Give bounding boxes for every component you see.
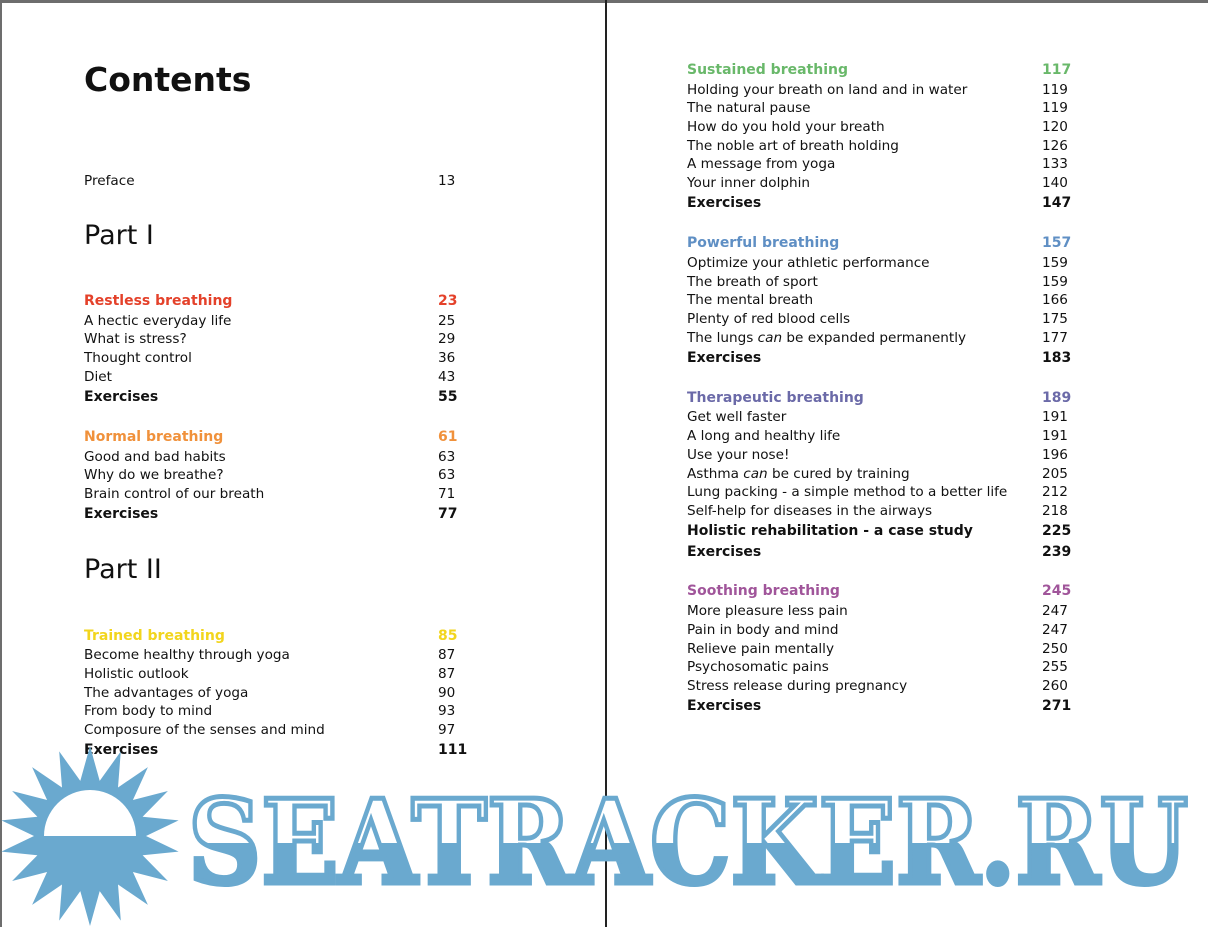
part-heading-2: Part II [84, 554, 162, 585]
title-emphasis: can [743, 466, 768, 482]
toc-entry[interactable] [687, 502, 1068, 521]
toc-entry[interactable] [687, 408, 1068, 427]
toc-entry-page: 239 [1042, 544, 1072, 560]
toc-entry-title: A message from yoga [687, 156, 836, 172]
sun-icon [1, 746, 178, 926]
toc-entry[interactable] [84, 448, 454, 467]
toc-entry-title: A hectic everyday life [84, 313, 232, 329]
chapter-heading-restless[interactable] [84, 292, 458, 311]
chapter-heading-normal[interactable] [84, 428, 458, 447]
toc-entry[interactable] [687, 602, 1068, 621]
toc-entry[interactable] [84, 702, 454, 721]
toc-entry-title: Plenty of red blood cells [687, 311, 851, 327]
toc-entry-exercises[interactable] [84, 505, 458, 524]
toc-entry-title: Self-help for diseases in the airways [687, 503, 933, 519]
toc-entry-page: 97 [438, 722, 456, 738]
chapter-title: Soothing breathing [687, 583, 840, 599]
toc-entry-page: 166 [1042, 292, 1068, 308]
toc-entry-page: 260 [1042, 678, 1068, 694]
title-emphasis: can [757, 330, 783, 346]
toc-entry[interactable] [687, 427, 1068, 446]
toc-entry-title: Holding your breath on land and in water [687, 82, 968, 98]
toc-entry-title: From body to mind [84, 703, 213, 719]
toc-entry[interactable] [84, 684, 454, 703]
toc-entry[interactable] [687, 621, 1068, 640]
toc-entry-page: 247 [1042, 622, 1068, 638]
toc-entry[interactable] [687, 273, 1068, 292]
toc-entry[interactable] [84, 312, 454, 331]
toc-entry-page: 120 [1042, 119, 1068, 135]
toc-entry-page: 247 [1042, 603, 1068, 619]
toc-entry-exercises[interactable] [687, 194, 1072, 213]
toc-entry-page: 175 [1042, 311, 1068, 327]
toc-entry[interactable] [84, 368, 454, 387]
toc-entry-page: 63 [438, 467, 456, 483]
toc-entry-title: Exercises [84, 742, 159, 758]
toc-entry-page: 271 [1042, 698, 1072, 714]
toc-entry-page: 119 [1042, 100, 1068, 116]
toc-entry-page: 196 [1042, 447, 1068, 463]
toc-entry-title: Diet [84, 369, 112, 385]
toc-entry[interactable] [687, 329, 1068, 348]
chapter-title: Restless breathing [84, 293, 233, 309]
chapter-heading-trained[interactable] [84, 627, 458, 646]
toc-entry[interactable] [687, 118, 1068, 137]
toc-entry-title: The advantages of yoga [84, 685, 249, 701]
chapter-page: 23 [438, 293, 458, 309]
toc-entry-title: What is stress? [84, 331, 187, 347]
toc-entry-title: Stress release during pregnancy [687, 678, 908, 694]
toc-entry-title: Exercises [687, 698, 762, 714]
toc-entry-page: 133 [1042, 156, 1068, 172]
toc-entry-title: Exercises [84, 389, 159, 405]
toc-entry-exercises[interactable] [84, 388, 458, 407]
toc-entry-page: 159 [1042, 255, 1068, 271]
toc-entry-title: The mental breath [687, 292, 814, 308]
chapter-heading-therapeutic[interactable] [687, 389, 1072, 408]
toc-entry-page: 177 [1042, 330, 1068, 346]
toc-entry-exercises[interactable] [687, 349, 1072, 368]
title-part: be cured by training [767, 466, 910, 482]
toc-entry[interactable] [687, 310, 1068, 329]
toc-entry[interactable] [687, 483, 1068, 502]
watermark-text: SEATRACKER.RU [188, 775, 1188, 911]
toc-entry-page: 25 [438, 313, 456, 329]
toc-entry-page: 212 [1042, 484, 1068, 500]
toc-entry-page: 13 [438, 173, 456, 189]
toc-entry-title: The noble art of breath holding [687, 138, 899, 154]
toc-entry-page: 250 [1042, 641, 1068, 657]
chapter-page: 157 [1042, 235, 1072, 251]
toc-entry-title: Exercises [687, 544, 762, 560]
toc-entry[interactable] [84, 646, 454, 665]
toc-entry-title: Your inner dolphin [687, 175, 810, 191]
toc-entry-title: Exercises [84, 506, 159, 522]
toc-entry[interactable] [84, 721, 454, 740]
toc-entry-exercises[interactable] [687, 697, 1072, 716]
chapter-page: 85 [438, 628, 458, 644]
page-title: Contents [84, 60, 252, 99]
watermark [0, 740, 1208, 927]
toc-entry-title: Composure of the senses and mind [84, 722, 325, 738]
toc-entry-title: A long and healthy life [687, 428, 841, 444]
toc-entry[interactable] [84, 466, 454, 485]
toc-entry-page: 71 [438, 486, 456, 502]
chapter-title: Sustained breathing [687, 62, 848, 78]
toc-entry[interactable] [687, 254, 1068, 273]
toc-entry-title: Good and bad habits [84, 449, 226, 465]
toc-entry[interactable] [687, 446, 1068, 465]
toc-entry-preface[interactable] [84, 172, 454, 191]
toc-entry-title: The natural pause [687, 100, 811, 116]
toc-entry-page: 147 [1042, 195, 1072, 211]
toc-entry-page: 218 [1042, 503, 1068, 519]
toc-entry-title: Become healthy through yoga [84, 647, 290, 663]
chapter-page: 61 [438, 429, 458, 445]
toc-entry-title: Lung packing - a simple method to a better life [687, 484, 1008, 500]
toc-entry-page: 119 [1042, 82, 1068, 98]
toc-entry-page: 63 [438, 449, 456, 465]
chapter-title: Therapeutic breathing [687, 390, 864, 406]
toc-entry-page: 126 [1042, 138, 1068, 154]
chapter-heading-sustained[interactable] [687, 61, 1072, 80]
toc-entry[interactable] [687, 677, 1068, 696]
toc-entry-case-study[interactable] [687, 522, 1072, 541]
toc-entry[interactable] [84, 349, 454, 368]
toc-entry[interactable] [687, 137, 1068, 156]
toc-entry-title: Get well faster [687, 409, 787, 425]
chapter-title: Trained breathing [84, 628, 225, 644]
toc-entry-title: Preface [84, 173, 135, 189]
toc-entry-title: The breath of sport [687, 274, 818, 290]
toc-entry-page: 183 [1042, 350, 1072, 366]
toc-entry-title: Thought control [84, 350, 192, 366]
toc-entry-page: 43 [438, 369, 456, 385]
toc-entry-title: Use your nose! [687, 447, 790, 463]
part-heading-1: Part I [84, 220, 154, 251]
title-part: Asthma [687, 466, 744, 482]
toc-entry[interactable] [84, 665, 454, 684]
chapter-heading-powerful[interactable] [687, 234, 1072, 253]
toc-entry-title: Pain in body and mind [687, 622, 839, 638]
chapter-title: Powerful breathing [687, 235, 840, 251]
toc-entry-page: 111 [438, 742, 468, 758]
toc-entry-page: 225 [1042, 523, 1072, 539]
toc-entry-page: 140 [1042, 175, 1068, 191]
toc-entry-title: Relieve pain mentally [687, 641, 834, 657]
chapter-page: 117 [1042, 62, 1072, 78]
toc-entry[interactable] [687, 81, 1068, 100]
toc-entry-title: Brain control of our breath [84, 486, 265, 502]
chapter-page: 189 [1042, 390, 1072, 406]
toc-entry[interactable] [687, 640, 1068, 659]
chapter-heading-soothing[interactable] [687, 582, 1072, 601]
toc-entry-page: 29 [438, 331, 456, 347]
toc-entry-page: 93 [438, 703, 456, 719]
toc-entry-title: Exercises [687, 195, 762, 211]
toc-entry-page: 77 [438, 506, 458, 522]
toc-entry-page: 255 [1042, 659, 1068, 675]
toc-entry-title [687, 329, 966, 348]
toc-entry-page: 55 [438, 389, 458, 405]
toc-entry-page: 159 [1042, 274, 1068, 290]
toc-entry[interactable] [687, 291, 1068, 310]
toc-entry-title: More pleasure less pain [687, 603, 848, 619]
toc-entry[interactable] [687, 174, 1068, 193]
title-part: The lungs [687, 330, 758, 346]
toc-entry[interactable] [687, 155, 1068, 174]
toc-entry-page: 191 [1042, 409, 1068, 425]
chapter-title: Normal breathing [84, 429, 224, 445]
toc-entry-title: Optimize your athletic performance [687, 255, 930, 271]
toc-entry[interactable] [687, 465, 1068, 484]
toc-entry-title: Why do we breathe? [84, 467, 224, 483]
toc-entry-page: 90 [438, 685, 456, 701]
title-part: be expanded permanently [782, 330, 967, 346]
toc-entry-title: Exercises [687, 350, 762, 366]
toc-entry-exercises[interactable] [687, 543, 1072, 562]
toc-entry[interactable] [84, 330, 454, 349]
toc-entry-title: Holistic rehabilitation - a case study [687, 523, 973, 539]
toc-entry[interactable] [84, 485, 454, 504]
toc-entry-title: How do you hold your breath [687, 119, 885, 135]
chapter-page: 245 [1042, 583, 1072, 599]
toc-entry-title: Holistic outlook [84, 666, 189, 682]
toc-entry[interactable] [687, 658, 1068, 677]
toc-entry-page: 36 [438, 350, 456, 366]
toc-entry-title [687, 465, 910, 484]
toc-entry-page: 205 [1042, 466, 1068, 482]
toc-entry-page: 87 [438, 647, 456, 663]
toc-entry-title: Psychosomatic pains [687, 659, 829, 675]
toc-entry-page: 87 [438, 666, 456, 682]
toc-entry-page: 191 [1042, 428, 1068, 444]
toc-entry[interactable] [687, 99, 1068, 118]
